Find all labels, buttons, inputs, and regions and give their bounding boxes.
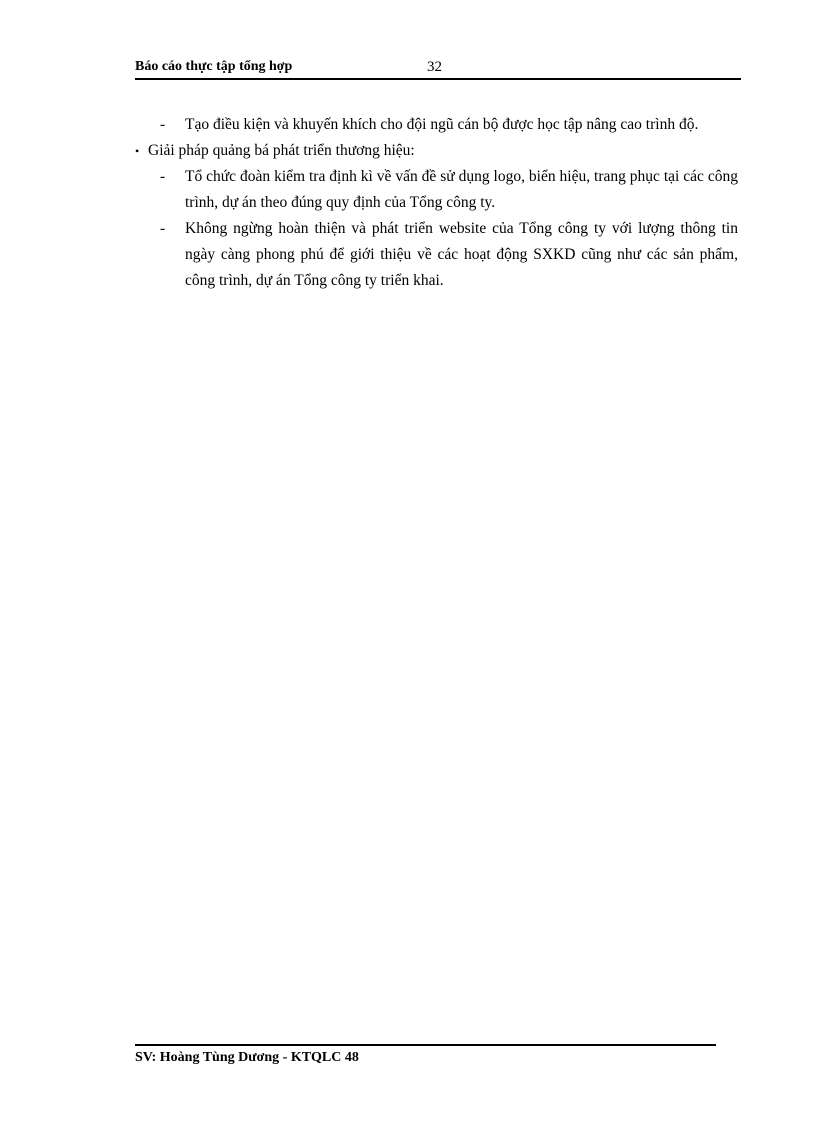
list-item-text: Tổ chức đoàn kiểm tra định kì về vấn đề sử dụng logo, biển hiệu, trang phục tại các công trình, dự án theo đúng quy định của Tổng công ty. [185, 168, 738, 211]
list-item-text: Không ngừng hoàn thiện và phát triển website của Tổng công ty với lượng thông tin ngày càng phong phú để giới thiệu về các hoạt động SXKD cũng như các sản phẩm, công trình, dự án Tổng công ty triển khai. [185, 220, 738, 289]
dash-marker: - [160, 116, 166, 133]
dash-marker: - [160, 168, 166, 185]
page-header [135, 58, 741, 80]
bullet-icon: • [135, 144, 140, 158]
footer-author: SV: Hoàng Tùng Dương - KTQLC 48 [135, 1050, 359, 1065]
footer-divider [135, 1044, 716, 1046]
page-number: 32 [427, 59, 442, 75]
list-item [135, 164, 738, 216]
dash-marker: - [160, 220, 166, 237]
header-title: Báo cáo thực tập tổng hợp [135, 59, 293, 74]
page-content [135, 112, 738, 294]
list-item-text: Tạo điều kiện và khuyến khích cho đội ngũ cán bộ được học tập nâng cao trình độ. [185, 116, 699, 133]
list-item [135, 112, 738, 138]
list-item [135, 216, 738, 294]
list-item [135, 138, 738, 164]
list-item-text: Giải pháp quảng bá phát triển thương hiệu: [148, 142, 415, 159]
